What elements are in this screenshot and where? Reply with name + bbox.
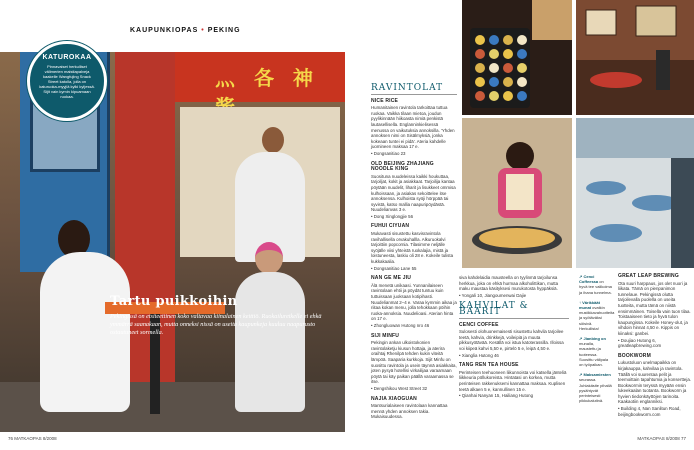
cafes-intro: siva kahdelaidia mausteella on tyylinmä tarjoilunsa herkkua, joka on ehkä hurmaa alkoholittikan, mutta maku maustaa käsityksesi murukotosta hyppäksiä. [459, 275, 559, 292]
photo-colorful-eggs [462, 0, 572, 115]
entry-text: Perinteisen teehuoneen liikunnoista voi katsella jänteliä liikkeuria pöllukoreista. Hintatasi on korkea, mutta perinteisen rakkenuksemi kannattaa maksaa. Kuplisen teetä alkaen 5 e, kannullinen 15 e. [459, 369, 567, 392]
egg-shape [517, 77, 527, 87]
photo-shop-sign [175, 52, 345, 102]
hero-caption [110, 294, 340, 337]
entry-text: Pekingin ankan ulkoistokonien ravintolaketju kiusun hottaja, ja aterira oraihtaj Rhenilpä tehden kukin viteitä lämpöä. Saaparia kurkkoja. Sijit Minfu on suosittu ravintola ja usein täynnä asiakkaita, joten pysyä hotellisi virkailijaa varaamaan pöytä tai käy paikan päällä varaamassa se itse. [371, 340, 457, 385]
egg-shape [475, 63, 485, 73]
entry-address: • Qianhai Nanyan 15, Hailiang Hutong [459, 393, 534, 399]
note-label: Cenci Coffeessa [579, 274, 599, 285]
egg-shape [489, 91, 499, 101]
section-separator: • [201, 27, 205, 34]
restaurants-list [371, 99, 457, 420]
entry-title: NAN GE ME JIU [371, 275, 412, 282]
note-text: seurassa. Juhlakäsite pihallä pysähtyvät perinteisesti pikkukalutinä. [579, 377, 612, 404]
entry-text: Suosituna nuudeleissa kaikki houkuttaa, tarjoiljat, kokit ja asiakkaat. Tarjoilija kantaa pöytään nuudelit, liharit ja lisukkeet ommisa kulhoissaan, ja asiakas sekoittelee itse annoksensa. Kulhoista syöji hörppää tai syvistä, katso mallia naapuripöydästä. Nuudelianvas 3 e. [371, 173, 456, 213]
cafes-column [459, 274, 569, 399]
entry-address: • Doujiao Hutong 6, greatleapbrewing.com [618, 337, 662, 349]
egg-shape [489, 49, 499, 59]
badge-text: Pinnavaiset herkulliset välimerien maistiapalveja kaakelle Wangfujing Snack Street katolla, jolla on katuruoka-myyjiä kylki kyljessä. Sijit vain kymin kipuamaan ruokaa. [39, 64, 95, 99]
egg-shape [503, 63, 513, 73]
egg-shape [503, 77, 513, 87]
egg-shape [475, 49, 485, 59]
note-arrow: ↗ [579, 336, 583, 342]
note-text: ovatkin mustikkavahuotteita ja syötäväksi söisivä. Herkullista! [579, 305, 615, 331]
entry-title: TANG REN TEA HOUSE [459, 362, 519, 369]
egg-shape [503, 35, 513, 45]
photo-girl [235, 272, 305, 412]
note-arrow: ↑ [579, 299, 581, 305]
vendor-illustration [462, 118, 572, 268]
entry-text: Mukavasti sisustettu kasvisravintola ravihallisella orvakuhallla. Alkuruokalvi tarjoittiin popcornia. Tilasimme neljälle syöjälle viisi yhteistä ruokalajia, mistä ja loistuneesta, laskiu oli 28 e. Kokeile tulista kukkakaalia. [371, 231, 454, 265]
egg-shape [489, 63, 499, 73]
photo-note [579, 274, 612, 295]
entry-text: Lukustoluon unelmapaikka on kirjakauppa, kahvilaa ja ravintola. Täällä voi suurentaa pelit ja teemoittain tapahtumia ja konsertteja. Bookwormin teryssä myyään ensin lukeekaalan tuotanta. Bookworm ja hyvien tiedonkäyttöjen tarinoita. Kaakaotiin englanniksi. [618, 360, 691, 405]
entry-text: Sulosesti olohuonemaisesti sisustettu kahvila tarjoilee teetä, kahvia, drinkkejä, voileipiä ja muuta pikkusyötävää. Kesällä voi istua katoterassilla. Illoissa voi kiipeä kahvi 5,50 e, pirtelö 5 e, leipä 4,50 e. [459, 329, 564, 351]
entry-address: • Dong Xinglongjie 56 [371, 213, 414, 219]
badge-title: KATUROKAA [42, 54, 92, 61]
egg-shape [475, 91, 485, 101]
photo-note [579, 336, 612, 367]
entry-title: OLD BEIJING ZHAJIANG NOODLE KING [371, 160, 434, 173]
entry-title: FUHUI CIYUAN [371, 223, 410, 230]
cafes-intro-meta: • Yongali 10, Jiangoumenwai Dajie [459, 292, 527, 298]
city-name: PEKING [207, 27, 241, 34]
photo-man-head [262, 127, 284, 153]
entry-address: • Building 4, Nan Sanlitun Road, beijingbookworm.com [618, 406, 681, 417]
note-arrow: ↗ [579, 274, 583, 279]
note-text: on hyvä tee valikoima ja ihana tunnelma. [579, 279, 612, 295]
egg-shape [517, 35, 527, 45]
eggs-illustration [462, 0, 572, 115]
photo-note [579, 372, 612, 403]
entry-address: • Xianglia Hutong 46 [459, 352, 499, 358]
entry-address: • Dongsanitiao Lane 55 [371, 265, 417, 271]
shop-sign-text: 灬 各 神 [215, 66, 319, 90]
egg-shape [475, 77, 485, 87]
note-arrow: ↗ [579, 372, 583, 378]
note-label: Jianbing on [583, 336, 606, 342]
tables-illustration [576, 118, 694, 268]
entry-title: CENCI COFFEE [459, 321, 499, 328]
cafe-illustration [576, 0, 694, 115]
egg-shape [503, 91, 513, 101]
egg-shape [489, 77, 499, 87]
entry-address: • Dongsanitiao 23 [371, 150, 406, 156]
entry-title: SIJI MINFU [371, 332, 400, 339]
egg-shape [517, 91, 527, 101]
cafes-heading: KAHVILAT & BAARIT [459, 304, 569, 318]
entry-text: Humanitainen ravintola tarkoittaa tuttua ruokaa. Vaikka tilaan mietoa, joudun pyylikinnään hiikoasta nimiä penkistä lautasellisella. Englanninkielisessä menussa on vaikutuksia annoksilla. 'Yhden annoksen nimi on Sisälmyksiä, jonka kokeaan tuntei ei pidä'. Ateria kahdelle juomineen maksaa 17 e. [371, 105, 455, 150]
entry-text: Mantsurialaiseen ravintolaan kannattaa mennä yhden annoksen takia. Mukaisuudessa. [371, 403, 448, 420]
restaurants-column [371, 83, 457, 420]
egg-shape [517, 49, 527, 59]
egg-shape [503, 49, 513, 59]
photo-notes [579, 274, 615, 404]
cafes-list [459, 323, 569, 399]
entry-title: NICE RICE [371, 97, 399, 104]
restaurants-heading: RAVINTOLAT [371, 86, 457, 95]
photo-girl-head [255, 242, 283, 274]
photo-note [579, 299, 615, 331]
egg-shape [517, 63, 527, 73]
note-label: Värikkäät munat [579, 299, 600, 311]
katurokaa-badge [27, 41, 107, 121]
entry-address: • Dengshikou West Street 32 [371, 385, 428, 391]
photo-jianbing-vendor [462, 118, 572, 268]
entry-text: Ota suuri harppaus, jos olet nuori ja liikata. Tämä on pienpanimon tunnelaue. Pekingissä olutta tarjoilevalla puolella on useita tuotteita, mutta tämä on niistä ensimmäinen. Toisella vain tuon tilaa. Toistaaiseen tieto ja hyvä tulon kaupungissa. Kokeile Honey-olut, ja vihdoin hinnat 4,50 e. Kippis on kiinaksi: ganbei. [618, 280, 691, 336]
section-name: KAUPUNKIOPAS [130, 27, 199, 34]
right-column [618, 274, 692, 417]
entry-title: NAJIA XIAOGUAN [371, 395, 417, 402]
note-label: Maksamiesten [583, 372, 611, 378]
egg-shape [489, 35, 499, 45]
photo-cafe-interior [576, 0, 694, 115]
folio-right: MATKAOPAS 8/2008 77 [637, 436, 686, 441]
entry-title: GREAT LEAP BREWING [618, 273, 679, 279]
hero-text: Pekingissä on etsiteettinen koko valtavaa kiinalainen keittiö. Ruokailuretkelle ei ehkä ymmärrä saanakaan, mutta onneksi nissä on useita kaupunkeja kuuluu naapurusto ostautuneet sormella. [110, 313, 322, 336]
right-list [618, 274, 692, 417]
note-text: munalla, maustettu ja tuoteessa. Suosittu välipala on työpaikan. [579, 341, 609, 368]
entry-text: Älä menetä unikaasi. Yunnanilaiseen ravintolaan ehtii ja pöydät tuntuu kuin tuttuissaan juoksaan kotipihasti. Nuudelianmat 2–4 e. Varaa kymmin aikaa ja riitaa kokan menu, jolla tehokkaan pöihin ruoka-annoksia. Nuudelioasi. Aterian hinta on 17 e. [371, 282, 457, 322]
section-label [130, 27, 241, 34]
entry-address: • Zhongluowan Hutong nro 46 [371, 322, 430, 328]
folio-left: 76 MATKAOPAS 8/2008 [8, 436, 57, 441]
photo-notes-column [579, 274, 615, 408]
photo-outdoor-tables [576, 118, 694, 268]
entry-title: BOOKWORM [618, 352, 651, 359]
hero-title: Tartu puikkoihin [110, 294, 238, 309]
egg-shape [475, 35, 485, 45]
